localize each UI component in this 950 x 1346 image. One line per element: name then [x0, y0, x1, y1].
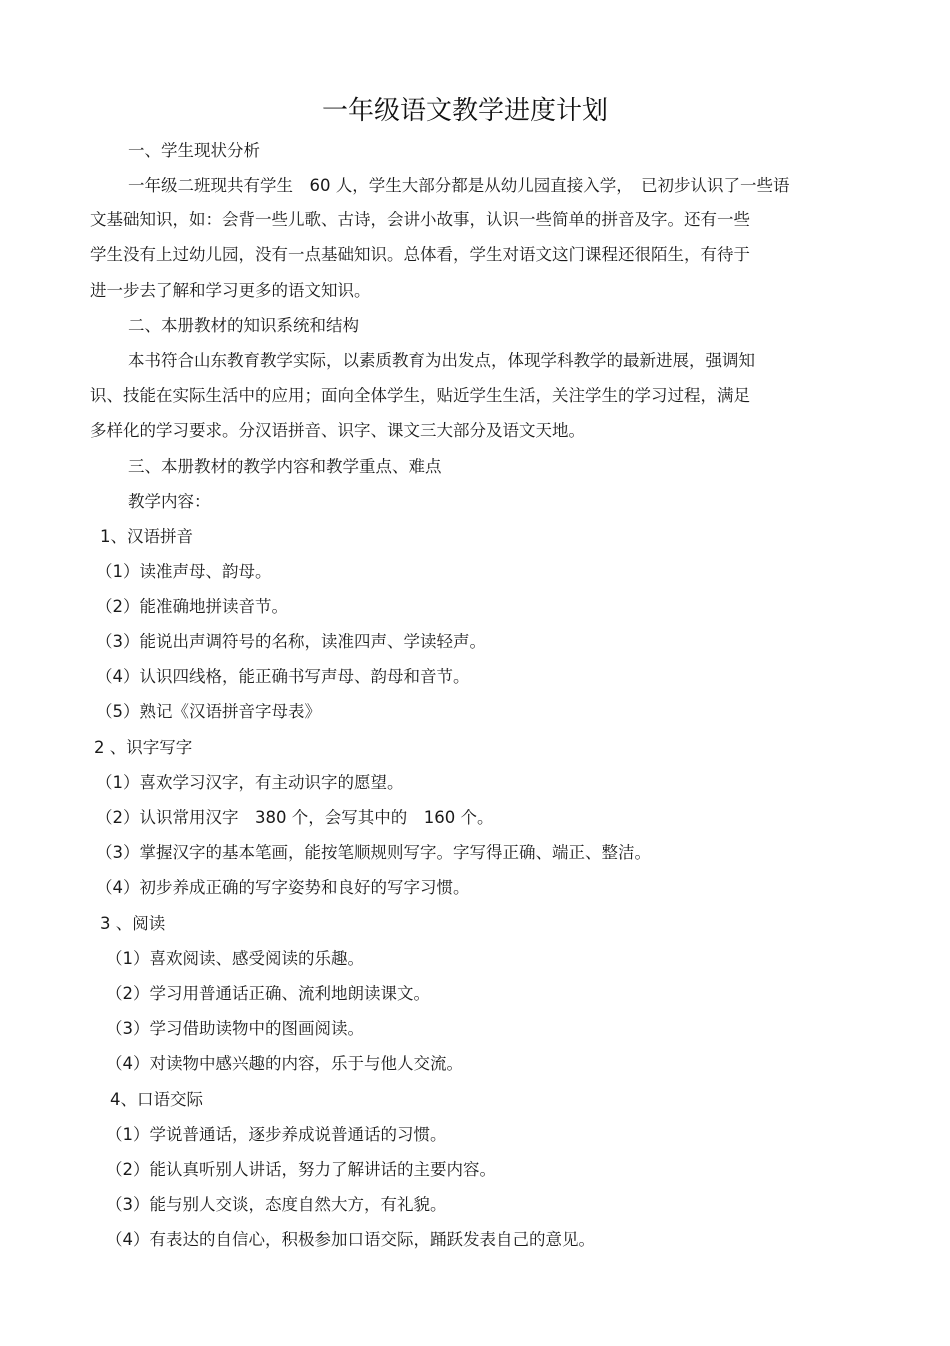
list-item: （2）学习用普通话正确、流利地朗读课文。 [106, 984, 430, 1003]
section-heading-3: 三、本册教材的教学内容和教学重点、难点 [128, 457, 442, 476]
list-heading-speaking: 4、口语交际 [110, 1090, 203, 1109]
paragraph-line: 一年级二班现共有学生 60 人，学生大部分都是从幼儿园直接入学， 已初步认识了一些语 [128, 176, 790, 195]
paragraph-line: 多样化的学习要求。分汉语拼音、识字、课文三大部分及语文天地。 [90, 421, 585, 440]
paragraph-line: 文基础知识，如：会背一些儿歌、古诗，会讲小故事，认识一些简单的拼音及字。还有一些 [90, 210, 750, 229]
paragraph-line: 识、技能在实际生活中的应用；面向全体学生，贴近学生生活，关注学生的学习过程，满足 [90, 386, 750, 405]
paragraph-line: 进一步去了解和学习更多的语文知识。 [90, 281, 371, 300]
list-item: （4）有表达的自信心，积极参加口语交际，踊跃发表自己的意见。 [106, 1230, 595, 1249]
paragraph-line: 学生没有上过幼儿园，没有一点基础知识。总体看，学生对语文这门课程还很陌生，有待于 [90, 245, 750, 264]
paragraph-line: 本书符合山东教育教学实际，以素质教育为出发点，体现学科教学的最新进展，强调知 [128, 351, 755, 370]
list-item: （4）对读物中感兴趣的内容，乐于与他人交流。 [106, 1054, 463, 1073]
list-item: （1）读准声母、韵母。 [96, 562, 272, 581]
section-heading-1: 一、学生现状分析 [128, 141, 260, 160]
list-item: （4）初步养成正确的写字姿势和良好的写字习惯。 [96, 878, 470, 897]
list-item: （1）喜欢阅读、感受阅读的乐趣。 [106, 949, 364, 968]
list-heading-reading: 3 、阅读 [100, 914, 166, 933]
list-item: （2）能准确地拼读音节。 [96, 597, 288, 616]
subheading-teaching-content: 教学内容： [128, 492, 211, 511]
section-heading-2: 二、本册教材的知识系统和结构 [128, 316, 359, 335]
list-item: （3）掌握汉字的基本笔画，能按笔顺规则写字。字写得正确、端正、整洁。 [96, 843, 651, 862]
list-item: （1）学说普通话，逐步养成说普通话的习惯。 [106, 1125, 447, 1144]
list-item: （3）能说出声调符号的名称，读准四声、学读轻声。 [96, 632, 486, 651]
list-item: （5）熟记《汉语拼音字母表》 [96, 702, 321, 721]
list-item: （3）能与别人交谈，态度自然大方，有礼貌。 [106, 1195, 447, 1214]
list-item: （2）能认真听别人讲话，努力了解讲话的主要内容。 [106, 1160, 496, 1179]
document-title: 一年级语文教学进度计划 [321, 96, 608, 126]
list-heading-writing: 2 、识字写字 [94, 738, 193, 757]
list-item: （4）认识四线格，能正确书写声母、韵母和音节。 [96, 667, 470, 686]
list-item: （3）学习借助读物中的图画阅读。 [106, 1019, 364, 1038]
list-item: （2）认识常用汉字 380 个，会写其中的 160 个。 [96, 808, 494, 827]
list-heading-pinyin: 1、汉语拼音 [100, 527, 193, 546]
list-item: （1）喜欢学习汉字，有主动识字的愿望。 [96, 773, 404, 792]
